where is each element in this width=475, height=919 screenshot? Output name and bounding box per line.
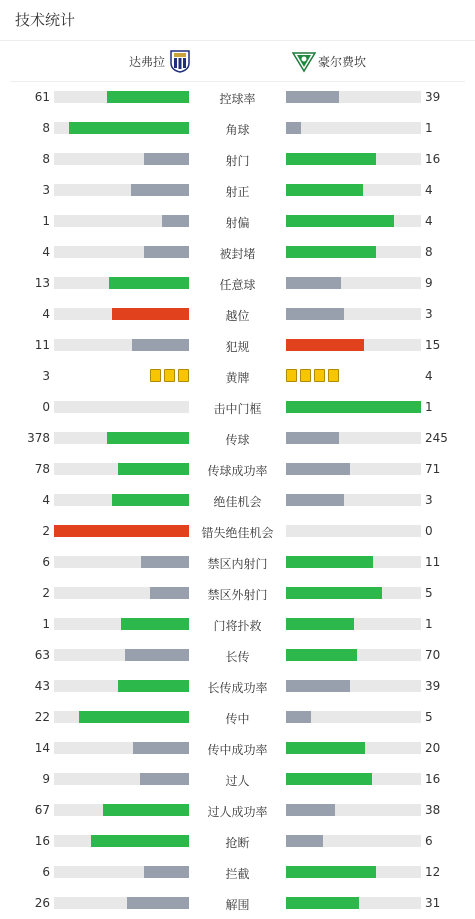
home-bar-track <box>54 246 189 258</box>
home-value: 67 <box>34 803 50 817</box>
away-bar-fill <box>286 897 359 909</box>
away-bar-fill <box>286 122 301 134</box>
daphne-crest-icon <box>169 49 191 73</box>
home-bar-track <box>54 866 189 878</box>
home-bar-fill <box>162 215 189 227</box>
away-value: 71 <box>425 462 441 476</box>
away-bar-track <box>286 773 421 785</box>
home-value: 6 <box>42 555 50 569</box>
away-value: 8 <box>425 245 433 259</box>
away-bar-fill <box>286 773 372 785</box>
away-team-name: 豪尔费坎 <box>318 54 367 69</box>
home-bar-fill <box>91 835 189 847</box>
stat-row <box>0 515 475 546</box>
stat-row <box>0 484 475 515</box>
away-bar-track <box>286 91 421 103</box>
away-bar-fill <box>286 618 354 630</box>
home-bar-fill <box>107 91 189 103</box>
stat-label: 击中门框 <box>213 402 262 416</box>
away-value: 1 <box>425 617 433 631</box>
away-bar-track <box>286 525 421 537</box>
home-bar-track <box>54 773 189 785</box>
away-value: 0 <box>425 524 433 538</box>
away-bar-fill <box>286 215 394 227</box>
away-bar-fill <box>286 587 382 599</box>
home-bar-fill <box>141 556 189 568</box>
home-value: 3 <box>42 369 50 383</box>
home-bar-fill <box>109 277 189 289</box>
home-bar-track <box>54 432 189 444</box>
home-value: 4 <box>42 493 50 507</box>
stat-label: 射偏 <box>225 216 250 230</box>
away-bar-fill <box>286 742 365 754</box>
home-bar-track <box>54 742 189 754</box>
away-bar-fill <box>286 556 373 568</box>
home-bar-fill <box>150 587 189 599</box>
home-bar-track <box>54 401 189 413</box>
home-bar-track <box>54 587 189 599</box>
away-value: 20 <box>425 741 441 755</box>
home-bar-fill <box>140 773 189 785</box>
home-yellow-cards <box>150 369 189 382</box>
stat-row <box>0 267 475 298</box>
away-bar-track <box>286 432 421 444</box>
home-value: 2 <box>42 524 50 538</box>
away-bar-track <box>286 153 421 165</box>
home-bar-track <box>54 339 189 351</box>
home-bar-track <box>54 525 189 537</box>
home-value: 2 <box>42 586 50 600</box>
away-bar-fill <box>286 432 339 444</box>
yellow-card-icon <box>178 369 189 382</box>
stat-row <box>0 639 475 670</box>
away-value: 38 <box>425 803 441 817</box>
home-value: 0 <box>42 400 50 414</box>
away-bar-fill <box>286 463 350 475</box>
home-bar-fill <box>103 804 189 816</box>
stat-label: 射门 <box>225 154 250 168</box>
stat-row <box>0 236 475 267</box>
home-value: 61 <box>34 90 50 104</box>
yellow-card-icon <box>150 369 161 382</box>
home-bar-track <box>54 122 189 134</box>
yellow-card-icon <box>286 369 297 382</box>
home-bar-track <box>54 494 189 506</box>
home-value: 13 <box>34 276 50 290</box>
away-bar-track <box>286 184 421 196</box>
home-value: 9 <box>42 772 50 786</box>
away-bar-track <box>286 649 421 661</box>
away-bar-track <box>286 804 421 816</box>
home-bar-track <box>54 649 189 661</box>
home-bar-fill <box>69 122 189 134</box>
away-value: 6 <box>425 834 433 848</box>
home-bar-track <box>54 215 189 227</box>
stat-label: 传球 <box>225 433 250 447</box>
home-value: 1 <box>42 214 50 228</box>
home-value: 63 <box>34 648 50 662</box>
home-value: 378 <box>27 431 50 445</box>
away-bar-fill <box>286 339 364 351</box>
away-value: 70 <box>425 648 441 662</box>
away-bar-track <box>286 835 421 847</box>
stat-label: 长传 <box>225 650 250 664</box>
away-bar-fill <box>286 835 323 847</box>
home-value: 16 <box>34 834 50 848</box>
home-bar-fill <box>131 184 189 196</box>
yellow-card-icon <box>164 369 175 382</box>
stat-row <box>0 856 475 887</box>
home-bar-track <box>54 277 189 289</box>
teams-header <box>10 41 465 82</box>
stat-row <box>0 360 475 391</box>
stat-row <box>0 143 475 174</box>
home-bar-fill <box>125 649 189 661</box>
away-value: 1 <box>425 400 433 414</box>
home-bar-track <box>54 91 189 103</box>
stat-label: 犯规 <box>225 340 250 354</box>
stat-row <box>0 112 475 143</box>
home-bar-fill <box>144 153 189 165</box>
away-bar-fill <box>286 153 376 165</box>
away-value: 4 <box>425 183 433 197</box>
away-value: 3 <box>425 493 433 507</box>
away-bar-track <box>286 742 421 754</box>
away-bar-track <box>286 277 421 289</box>
home-team-name: 达弗拉 <box>129 54 166 69</box>
stat-row <box>0 81 475 112</box>
stat-row <box>0 329 475 360</box>
stat-row <box>0 174 475 205</box>
home-value: 4 <box>42 307 50 321</box>
home-value: 11 <box>34 338 50 352</box>
home-bar-fill <box>112 308 189 320</box>
home-bar-track <box>54 835 189 847</box>
away-bar-track <box>286 308 421 320</box>
away-bar-fill <box>286 184 363 196</box>
away-value: 31 <box>425 896 441 910</box>
home-bar-track <box>54 680 189 692</box>
stat-label: 抢断 <box>225 836 250 850</box>
home-bar-track <box>54 711 189 723</box>
stat-row <box>0 887 475 918</box>
away-bar-fill <box>286 308 344 320</box>
stat-label: 禁区内射门 <box>207 557 268 571</box>
away-bar-fill <box>286 711 311 723</box>
away-value: 16 <box>425 772 441 786</box>
home-bar-fill <box>54 525 189 537</box>
home-bar-fill <box>107 432 189 444</box>
away-bar-track <box>286 401 421 413</box>
home-value: 3 <box>42 183 50 197</box>
stat-row <box>0 701 475 732</box>
away-value: 4 <box>425 214 433 228</box>
away-value: 12 <box>425 865 441 879</box>
away-bar-fill <box>286 277 341 289</box>
stat-row <box>0 825 475 856</box>
away-bar-track <box>286 215 421 227</box>
stat-label: 越位 <box>225 309 250 323</box>
stat-row <box>0 608 475 639</box>
home-bar-fill <box>112 494 189 506</box>
away-bar-fill <box>286 401 421 413</box>
away-value: 3 <box>425 307 433 321</box>
home-bar-fill <box>133 742 189 754</box>
home-value: 4 <box>42 245 50 259</box>
home-value: 8 <box>42 152 50 166</box>
stat-label: 绝佳机会 <box>213 495 262 509</box>
stat-label: 控球率 <box>219 92 256 106</box>
home-bar-track <box>54 153 189 165</box>
stat-label: 长传成功率 <box>207 681 268 695</box>
stat-row <box>0 732 475 763</box>
away-bar-track <box>286 246 421 258</box>
stat-row <box>0 205 475 236</box>
stat-row <box>0 577 475 608</box>
home-value: 78 <box>34 462 50 476</box>
stat-label: 过人成功率 <box>207 805 268 819</box>
away-bar-track <box>286 587 421 599</box>
away-bar-track <box>286 711 421 723</box>
page-title: 技术统计 <box>0 0 475 41</box>
home-bar-fill <box>144 866 189 878</box>
away-value: 5 <box>425 710 433 724</box>
stat-label: 解围 <box>225 898 250 912</box>
home-bar-fill <box>121 618 189 630</box>
away-value: 5 <box>425 586 433 600</box>
home-bar-track <box>54 556 189 568</box>
away-bar-track <box>286 680 421 692</box>
away-bar-track <box>286 122 421 134</box>
home-value: 8 <box>42 121 50 135</box>
away-bar-fill <box>286 494 344 506</box>
stat-row <box>0 422 475 453</box>
home-value: 26 <box>34 896 50 910</box>
away-value: 39 <box>425 679 441 693</box>
home-bar-fill <box>132 339 189 351</box>
stat-label: 传中成功率 <box>207 743 268 757</box>
home-bar-fill <box>127 897 189 909</box>
stat-row <box>0 391 475 422</box>
home-value: 22 <box>34 710 50 724</box>
home-bar-track <box>54 618 189 630</box>
stat-row <box>0 298 475 329</box>
away-bar-fill <box>286 91 339 103</box>
away-bar-track <box>286 339 421 351</box>
away-bar-track <box>286 897 421 909</box>
yellow-card-icon <box>314 369 325 382</box>
home-bar-track <box>54 463 189 475</box>
away-value: 16 <box>425 152 441 166</box>
stat-row <box>0 763 475 794</box>
away-bar-fill <box>286 680 350 692</box>
home-bar-fill <box>118 463 189 475</box>
home-team <box>125 49 191 73</box>
stat-row <box>0 546 475 577</box>
away-value: 9 <box>425 276 433 290</box>
away-bar-track <box>286 494 421 506</box>
home-bar-track <box>54 308 189 320</box>
away-bar-track <box>286 556 421 568</box>
stat-label: 角球 <box>225 123 250 137</box>
away-value: 39 <box>425 90 441 104</box>
stat-row <box>0 794 475 825</box>
stat-label: 黄牌 <box>225 371 250 385</box>
away-value: 1 <box>425 121 433 135</box>
home-bar-track <box>54 184 189 196</box>
stat-label: 传球成功率 <box>207 464 268 478</box>
home-bar-fill <box>79 711 189 723</box>
yellow-card-icon <box>300 369 311 382</box>
home-bar-track <box>54 897 189 909</box>
away-team <box>292 49 370 73</box>
stat-label: 任意球 <box>219 278 256 292</box>
stat-label: 传中 <box>225 712 250 726</box>
home-bar-fill <box>144 246 189 258</box>
away-bar-fill <box>286 866 376 878</box>
stat-row <box>0 670 475 701</box>
away-bar-track <box>286 866 421 878</box>
stat-label: 错失绝佳机会 <box>201 526 274 540</box>
stat-label: 被封堵 <box>219 247 256 261</box>
away-value: 4 <box>425 369 433 383</box>
stat-row <box>0 453 475 484</box>
stat-label: 拦截 <box>225 867 250 881</box>
away-value: 11 <box>425 555 441 569</box>
home-value: 6 <box>42 865 50 879</box>
away-bar-track <box>286 618 421 630</box>
away-bar-fill <box>286 649 357 661</box>
home-value: 1 <box>42 617 50 631</box>
home-bar-fill <box>118 680 189 692</box>
khorfakkan-crest-icon <box>292 49 314 73</box>
home-value: 14 <box>34 741 50 755</box>
stat-label: 射正 <box>225 185 250 199</box>
away-yellow-cards <box>286 369 339 382</box>
away-bar-track <box>286 463 421 475</box>
stat-label: 门将扑救 <box>213 619 262 633</box>
home-bar-track <box>54 804 189 816</box>
stat-label: 禁区外射门 <box>207 588 268 602</box>
away-value: 15 <box>425 338 441 352</box>
stat-label: 过人 <box>225 774 250 788</box>
away-value: 245 <box>425 431 448 445</box>
home-value: 43 <box>34 679 50 693</box>
yellow-card-icon <box>328 369 339 382</box>
away-bar-fill <box>286 246 376 258</box>
away-bar-fill <box>286 804 335 816</box>
